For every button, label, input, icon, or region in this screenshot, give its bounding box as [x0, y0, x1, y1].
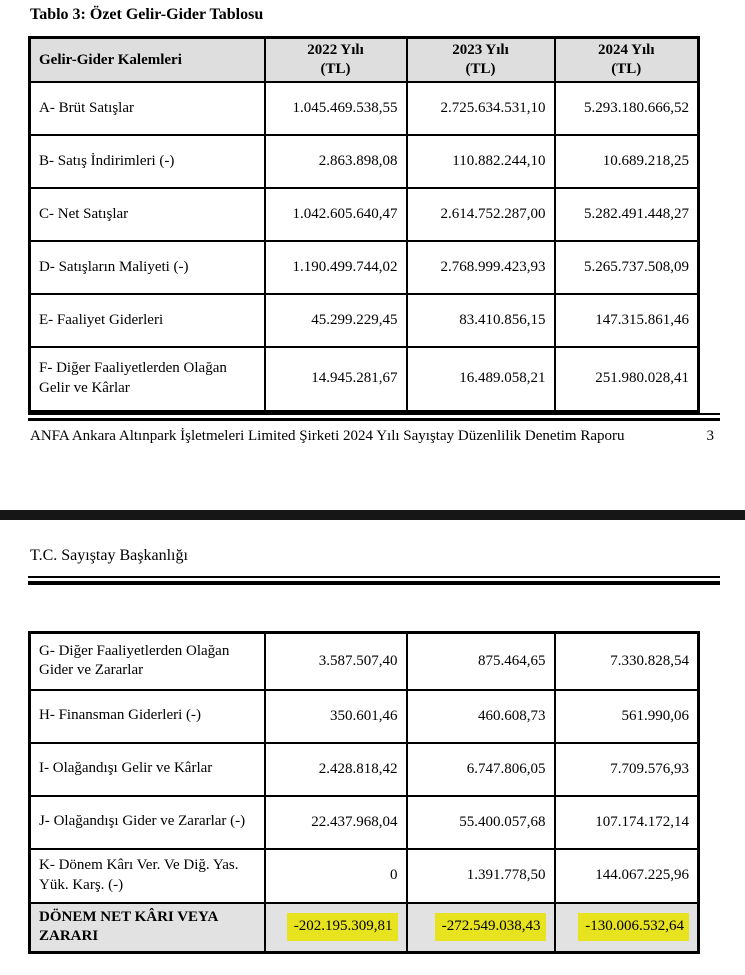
value-2022: 0 [265, 849, 407, 903]
value-2022: 22.437.968,04 [265, 796, 407, 849]
highlighted-value: -130.006.532,64 [578, 913, 689, 941]
value-2024: 147.315.861,46 [555, 294, 699, 347]
value-2023: 875.464,65 [407, 633, 555, 690]
table-row [30, 135, 699, 188]
unit-label: (TL) [320, 61, 351, 77]
value-2024 [555, 903, 699, 953]
row-label: I- Olağandışı Gelir ve Kârlar [30, 743, 265, 796]
value-2022: 1.190.499.744,02 [265, 241, 407, 294]
value-2023: 83.410.856,15 [407, 294, 555, 347]
row-label: F- Diğer Faaliyetlerden Olağan Gelir ve Kârlar [30, 347, 265, 411]
year-label: 2024 Yılı [597, 42, 655, 59]
table-row [30, 743, 699, 796]
value-2024: 7.330.828,54 [555, 633, 699, 690]
page-break-separator [0, 510, 745, 520]
value-2023: 2.725.634.531,10 [407, 82, 555, 135]
row-label: B- Satış İndirimleri (-) [30, 135, 265, 188]
highlighted-value: -202.195.309,81 [287, 913, 398, 941]
unit-label: (TL) [611, 61, 642, 77]
value-2022: 45.299.229,45 [265, 294, 407, 347]
table-row [30, 82, 699, 135]
value-2022: 14.945.281,67 [265, 347, 407, 411]
value-2024: 561.990,06 [555, 690, 699, 743]
value-2024: 5.293.180.666,52 [555, 82, 699, 135]
table-row [30, 188, 699, 241]
value-2022: 1.045.469.538,55 [265, 82, 407, 135]
value-2023: 460.608,73 [407, 690, 555, 743]
table-row [30, 294, 699, 347]
header-year-2024 [555, 38, 699, 83]
year-label: 2023 Yılı [452, 42, 509, 59]
value-2024: 10.689.218,25 [555, 135, 699, 188]
page2-header-text: T.C. Sayıştay Başkanlığı [30, 547, 188, 564]
value-2023: 1.391.778,50 [407, 849, 555, 903]
value-2024: 5.282.491.448,27 [555, 188, 699, 241]
unit-label: (TL) [465, 61, 496, 77]
report-title-footer: ANFA Ankara Altınpark İşletmeleri Limited Şirketi 2024 Yılı Sayıştay Düzenlilik Denetim Raporu [30, 428, 625, 444]
row-label: DÖNEM NET KÂRI VEYA ZARARI [30, 903, 265, 953]
table-row [30, 633, 699, 690]
header-year-2023 [407, 38, 555, 83]
value-2024: 5.265.737.508,09 [555, 241, 699, 294]
row-label: C- Net Satışlar [30, 188, 265, 241]
page2-header-rule [28, 576, 720, 585]
value-2023: 6.747.806,05 [407, 743, 555, 796]
table-row [30, 241, 699, 294]
value-2024: 7.709.576,93 [555, 743, 699, 796]
income-expense-table-part1 [28, 36, 700, 413]
highlighted-value: -272.549.038,43 [435, 913, 546, 941]
value-2022: 350.601,46 [265, 690, 407, 743]
value-2024: 144.067.225,96 [555, 849, 699, 903]
value-2022: 3.587.507,40 [265, 633, 407, 690]
value-2023: 55.400.057,68 [407, 796, 555, 849]
table-header-row [30, 38, 699, 83]
row-label: E- Faaliyet Giderleri [30, 294, 265, 347]
row-label: D- Satışların Maliyeti (-) [30, 241, 265, 294]
table-row [30, 347, 699, 411]
value-2023: 16.489.058,21 [407, 347, 555, 411]
value-2022: 1.042.605.640,47 [265, 188, 407, 241]
row-label: J- Olağandışı Gider ve Zararlar (-) [30, 796, 265, 849]
value-2023: 2.614.752.287,00 [407, 188, 555, 241]
value-2023: 110.882.244,10 [407, 135, 555, 188]
page1-footer [30, 426, 720, 447]
header-items-column: Gelir-Gider Kalemleri [30, 38, 265, 83]
year-label: 2022 Yılı [307, 42, 364, 59]
table-row [30, 849, 699, 903]
value-2022: 2.863.898,08 [265, 135, 407, 188]
page-number: 3 [706, 428, 714, 444]
row-label: K- Dönem Kârı Ver. Ve Diğ. Yas. Yük. Karş. (-) [30, 849, 265, 903]
value-2022 [265, 903, 407, 953]
row-label: G- Diğer Faaliyetlerden Olağan Gider ve Zararlar [30, 633, 265, 690]
income-expense-table-part2 [28, 631, 700, 954]
net-profit-loss-row [30, 903, 699, 953]
value-2023 [407, 903, 555, 953]
value-2022: 2.428.818,42 [265, 743, 407, 796]
value-2023: 2.768.999.423,93 [407, 241, 555, 294]
table-row [30, 690, 699, 743]
table-row [30, 796, 699, 849]
header-year-2022 [265, 38, 407, 83]
row-label: A- Brüt Satışlar [30, 82, 265, 135]
row-label: H- Finansman Giderleri (-) [30, 690, 265, 743]
value-2024: 107.174.172,14 [555, 796, 699, 849]
value-2024: 251.980.028,41 [555, 347, 699, 411]
table-title: Tablo 3: Özet Gelir-Gider Tablosu [30, 6, 264, 23]
page1-footer-rule [28, 413, 720, 421]
